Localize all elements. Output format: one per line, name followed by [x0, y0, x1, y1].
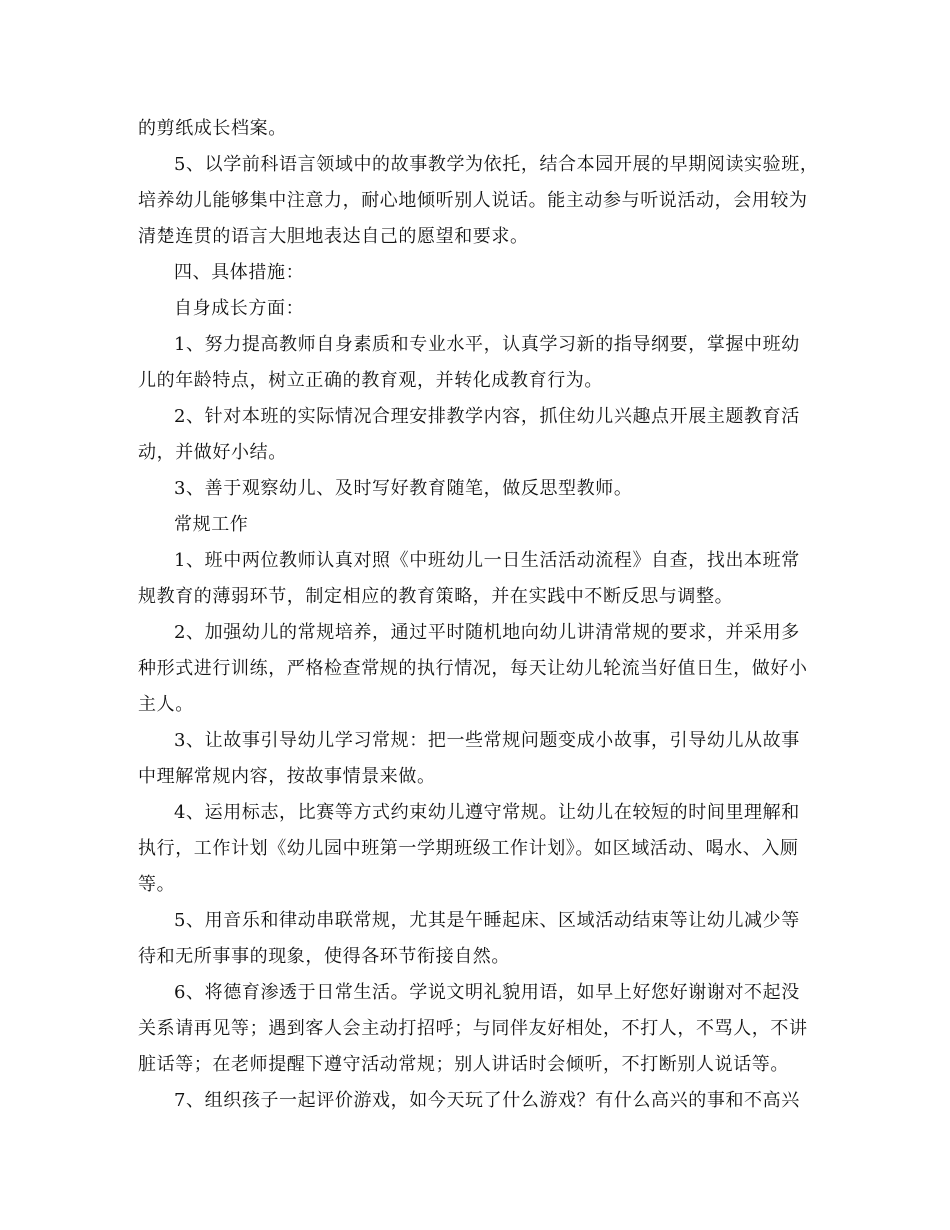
text-line: 培养幼儿能够集中注意力，耐心地倾听别人说话。能主动参与听说活动，会用较为 — [138, 190, 808, 211]
text-line: 脏话等；在老师提醒下遵守活动常规；别人讲话时会倾听，不打断别人说话等。 — [138, 1054, 789, 1075]
text-line: 执行，工作计划《幼儿园中班第一学期班级工作计划》。如区域活动、喝水、入厕 — [138, 838, 799, 859]
text-line: 5、以学前科语言领域中的故事教学为依托，结合本园开展的早期阅读实验班， — [174, 154, 819, 175]
text-line: 4、运用标志，比赛等方式约束幼儿遵守常规。让幼儿在较短的时间里理解和 — [174, 802, 800, 823]
text-line: 的剪纸成长档案。 — [138, 118, 287, 139]
subsection-heading: 常规工作 — [174, 514, 249, 535]
text-line: 规教育的薄弱环节，制定相应的教育策略，并在实践中不断反思与调整。 — [138, 586, 734, 607]
text-line: 待和无所事事的现象，使得各环节衔接自然。 — [138, 946, 510, 967]
text-line: 2、加强幼儿的常规培养，通过平时随机地向幼儿讲清常规的要求，并采用多 — [174, 622, 800, 643]
text-line: 7、组织孩子一起评价游戏，如今天玩了什么游戏？有什么高兴的事和不高兴 — [174, 1090, 800, 1111]
text-line: 2、针对本班的实际情况合理安排教学内容，抓住幼儿兴趣点开展主题教育活 — [174, 406, 800, 427]
text-line: 中理解常规内容，按故事情景来做。 — [138, 766, 436, 787]
text-line: 关系请再见等；遇到客人会主动打招呼；与同伴友好相处，不打人，不骂人，不讲 — [138, 1018, 808, 1039]
text-line: 3、善于观察幼儿、及时写好教育随笔，做反思型教师。 — [174, 478, 633, 499]
text-line: 3、让故事引导幼儿学习常规：把一些常规问题变成小故事，引导幼儿从故事 — [174, 730, 800, 751]
text-line: 等。 — [138, 874, 176, 895]
text-line: 清楚连贯的语言大胆地表达自己的愿望和要求。 — [138, 226, 529, 247]
text-line: 6、将德育渗透于日常生活。学说文明礼貌用语，如早上好您好谢谢对不起没 — [174, 982, 800, 1003]
text-line: 5、用音乐和律动串联常规，尤其是午睡起床、区域活动结束等让幼儿减少等 — [174, 910, 800, 931]
text-line: 儿的年龄特点，树立正确的教育观，并转化成教育行为。 — [138, 370, 603, 391]
text-line: 主人。 — [138, 694, 194, 715]
section-heading: 四、具体措施： — [174, 262, 305, 283]
subsection-heading: 自身成长方面： — [174, 298, 305, 319]
text-line: 动，并做好小结。 — [138, 442, 287, 463]
text-line: 1、努力提高教师自身素质和专业水平，认真学习新的指导纲要，掌握中班幼 — [174, 334, 800, 355]
text-line: 1、班中两位教师认真对照《中班幼儿一日生活活动流程》自查，找出本班常 — [174, 550, 800, 571]
text-line: 种形式进行训练，严格检查常规的执行情况，每天让幼儿轮流当好值日生，做好小 — [138, 658, 808, 679]
